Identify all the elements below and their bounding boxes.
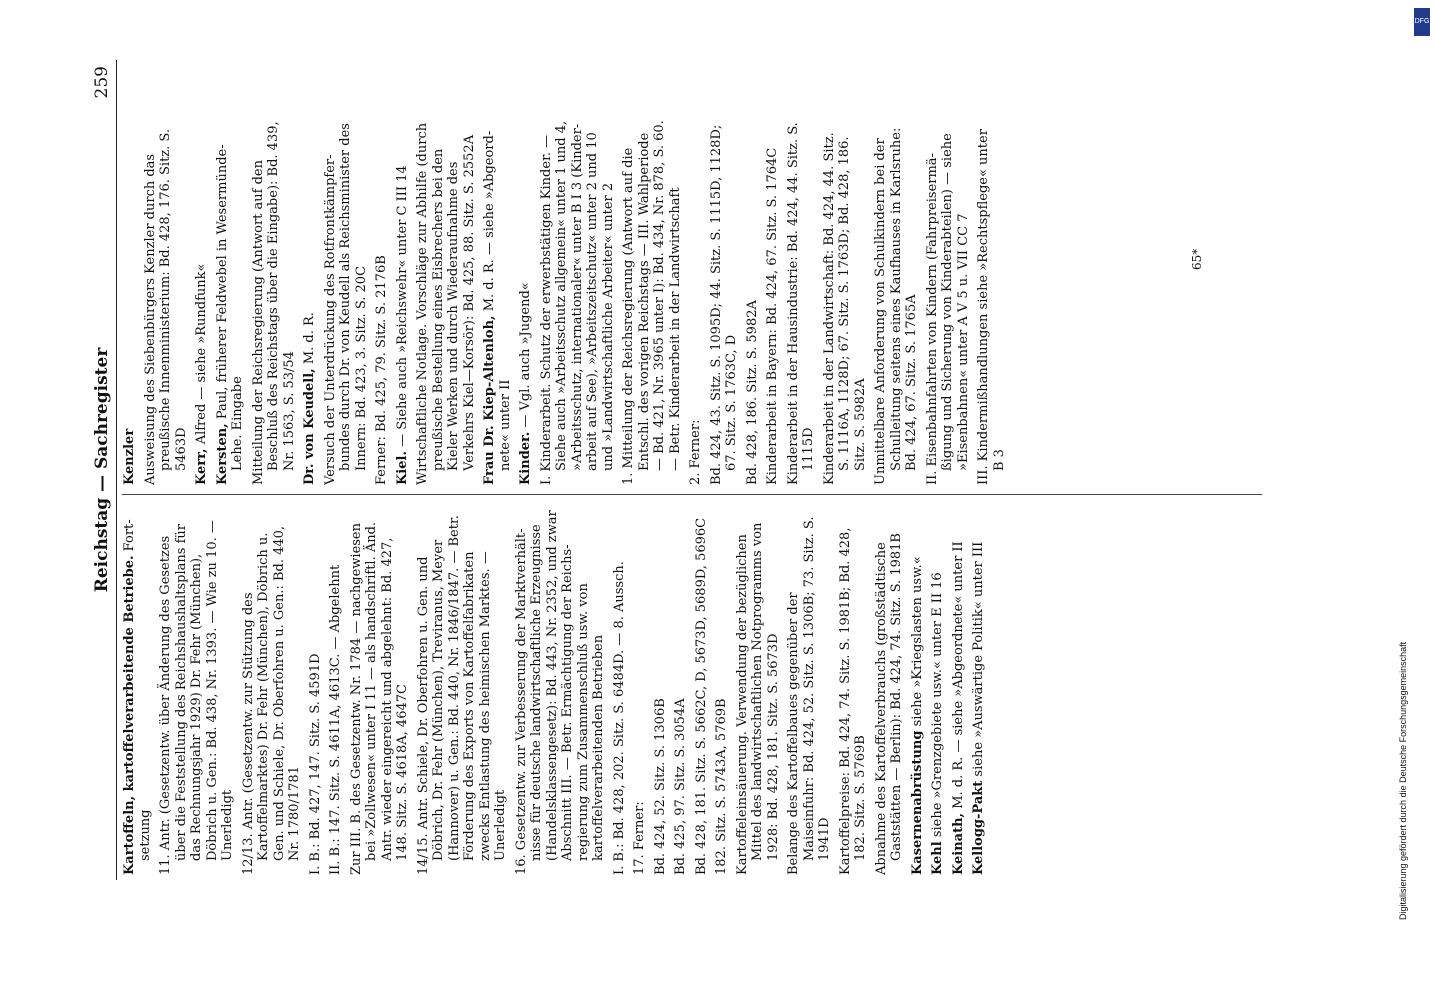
index-entry (514, 505, 607, 875)
dfg-logo: DFG (1414, 8, 1430, 36)
entry-text: 1. Mitteilung der Reichsregierung (Antwort auf die Entschl. des vorigen Reichstags — III. Wahlperiode — Bd. 421, Nr. 3965 unter I): Bd. 434, Nr. 878, S. 60. — Betr. Kinderarbeit in der Landwirtschaft (621, 120, 683, 485)
index-entry (709, 120, 740, 485)
header-rule (116, 60, 117, 880)
left-column (122, 505, 1262, 875)
index-entry (143, 120, 190, 485)
index-entry (838, 505, 869, 875)
entry-keyword: Kellogg-Pakt (971, 780, 986, 875)
index-entry (910, 505, 926, 875)
index-entry (873, 120, 920, 485)
index-entry (786, 120, 817, 485)
entry-keyword: Kersten, (214, 423, 230, 485)
entry-text: Versuch der Unterdrückung des Rotfrontkämpferbundes durch Dr. von Keudell als Reichsminister des Innern: Bd. 423, 3. Sitz. S. 20C (322, 123, 369, 485)
index-entry (302, 120, 318, 485)
entry-text: 11. Antr. (Gesetzentw. über Änderung des Gesetzes über die Feststellung des Reichshaushaltsplans für das Rechnungsjahr 1929) Dr. Fehr (München), Döbrich u. Gen.: Bd. 438, Nr. 1393. — Wie zu 10. — Unerledigt (158, 520, 235, 875)
entry-text: Kartoffelpreise: Bd. 424, 74. Sitz. S. 1981B; Bd. 428, 182. Sitz. S. 5769B (837, 527, 868, 875)
entry-text: 17. Ferner: (632, 801, 647, 875)
entry-text: Bd. 424, 43. Sitz. S. 1095D; 44. Sitz. S. 1115D, 1128D; 67. Sitz. S. 1763C, D (708, 124, 739, 485)
entry-text: siehe »Grenzgebiete usw.« unter E II 16 (930, 572, 945, 838)
index-entry (874, 505, 905, 875)
entry-keyword: Keinath, (950, 812, 966, 875)
index-entry (653, 505, 669, 875)
index-entry (395, 120, 411, 485)
entry-keyword: Kartoffeln, kartoffelverarbeitende Betriebe. (122, 555, 137, 875)
index-entry (735, 505, 782, 875)
index-entry (215, 120, 246, 485)
entry-text: — Vgl. auch »Jugend« (518, 282, 533, 428)
entry-text: Bd. 425, 97. Sitz. S. 3054A (673, 698, 688, 875)
page-header (92, 60, 114, 880)
entry-text: M. d. R. — siehe »Abgeordnete« unter II (950, 541, 966, 809)
index-entry (976, 120, 1007, 485)
index-entry (416, 505, 509, 875)
entry-keyword: Kenzler (122, 428, 137, 485)
index-entry (786, 505, 833, 875)
entry-text: Abnahme des Kartoffelverbrauchs (großstädtische Gaststätten — Berlin): Bd. 424, 74. Sitz. S. 1981B (873, 533, 904, 875)
index-entry (328, 505, 344, 875)
entry-keyword: Kinder. (518, 431, 533, 485)
index-entry (518, 120, 534, 485)
entry-text: I. B.: Bd. 428, 202. Sitz. S. 6484D. — 8. Aussch. (611, 561, 627, 875)
entry-text: Kinderarbeit in Bayern: Bd. 424, 67. Sitz. S. 1764C (765, 147, 780, 485)
entry-text: Bd. 428, 186. Sitz. S. 5982A (744, 300, 760, 485)
entry-text: 12/13. Antr. (Gesetzentw. zur Stützung des Kartoffelmarktes) Dr. Fehr (München), Döbrich u. Gen. und Schiele, Dr. Oberfohren u. Gen.: Bd. 440, Nr. 1780/1781 (240, 525, 302, 875)
entry-text: — Siehe auch »Reichswehr« unter C III 14 (394, 165, 410, 447)
entry-text: siehe »Kriegslasten usw.« (909, 556, 925, 727)
running-title: Reichstag — Sachregister (92, 347, 112, 593)
index-entry (930, 505, 946, 875)
index-entry (621, 120, 683, 485)
entry-keyword: Kiel. (394, 451, 410, 485)
entry-text: Bd. 424, 52. Sitz. S. 1306B (652, 698, 668, 875)
credit-text: Digitalisierung gefördert durch die Deutsche Forschungsgemeinschaft (1398, 641, 1408, 920)
index-entry (925, 120, 972, 485)
index-entry (632, 505, 648, 875)
sidebar-credit (1398, 500, 1424, 920)
entry-text: Paul, früherer Feldwebel in Wesermünde-Lehe. Eingabe (214, 144, 245, 471)
index-entry (822, 120, 869, 485)
index-entry (122, 505, 153, 875)
entry-text: Kinderarbeit in der Landwirtschaft: Bd. 424, 44. Sitz. S. 1116A, 1128D; 67. Sitz. S. 1763D; Bd. 428, 186. Sitz. S. 5982A (821, 132, 868, 485)
index-entry (241, 505, 303, 875)
entry-text: I. Kinderarbeit. Schutz der erwerbstätigen Kinder. — Siehe auch »Arbeitsschutz allgemein« unter 1 und 4, »Arbeitsschutz, internationaler« unter B I 3 (Kinderarbeit auf See), »Arbeitszeitschutz« unter 2 und 10 und »Landwirtschaftliche Arbeiter« unter 2 (538, 120, 616, 485)
entry-text: 182. Sitz. S. 5743A, 5769B (714, 698, 729, 875)
entry-text: Ausweisung des Siebenbürgers Kenzler durch das preußische Innenministerium: Bd. 428, 176. Sitz. S. 5463D (142, 129, 189, 485)
column-divider (122, 494, 1262, 495)
entry-text: I. B.: Bd. 427, 147. Sitz. S. 4591D (307, 653, 323, 875)
page-number: 259 (92, 66, 112, 99)
index-entry (482, 120, 513, 485)
entry-text: Belange des Kartoffelbaues gegenüber der Maiseinfuhr: Bd. 424, 52. Sitz. S. 1306B; 73. Sitz. S. 1941D (786, 516, 832, 875)
index-entry (308, 505, 324, 875)
entry-text: Zur III. B. des Gesetzentw. Nr. 1784 — nachgewiesen bei »Zollwesen« unter I 11 — als handschriftl. Änd. Antr. wieder eingereicht und abgelehnt: Bd. 427, 148. Sitz. S. 4618A, 4647C (348, 521, 410, 875)
signature-mark: 65* (1190, 248, 1204, 270)
entry-text: III. Kindermißhandlungen siehe »Rechtspflege« unter B 3 (976, 129, 1007, 485)
index-entry (251, 120, 298, 485)
entry-text: 14/15. Antr. Schiele, Dr. Oberfohren u. Gen. und Döbrich, Dr. Fehr (München), Treviranus, Meyer (Hannover) u. Gen.: Bd. 440, Nr. 1846/1847. — Betr. Förderung des Exports von Kartoffelfabrikaten zwecks Entlastung des heimischen Marktes. — Unerledigt (415, 515, 508, 875)
index-entry (673, 505, 689, 875)
right-column (122, 120, 1262, 485)
entry-text: Bd. 428, 181. Sitz. S. 5662C, D, 5673D, 5689D, 5696C (693, 517, 709, 875)
entry-text: siehe »Auswärtige Politik« unter III (971, 541, 986, 777)
index-entry (714, 505, 730, 875)
index-entry (765, 120, 781, 485)
entry-keyword: Kasernenabrüstung (909, 730, 925, 875)
index-entry (158, 505, 236, 875)
index-entry (374, 120, 390, 485)
index-entry (688, 120, 704, 485)
entry-text: Mitteilung der Reichsregierung (Antwort auf den Beschluß des Reichstags über die Eingabe): Bd. 439, Nr. 1563, S. 53/54 (250, 121, 297, 485)
entry-text: M. d. R. — siehe »Abgeordnete« unter II (482, 130, 513, 471)
entry-keyword: Frau Dr. Kiep-Altenloh, (482, 315, 497, 485)
entry-text: II. B.: 147. Sitz. S. 4611A, 4613C. — Abgelehnt (328, 564, 343, 875)
index-entry (971, 505, 987, 875)
index-entry (539, 120, 617, 485)
entry-keyword: Kerr, (194, 448, 209, 485)
index-entry (349, 505, 411, 875)
index-entry (694, 505, 710, 875)
index-entry (612, 505, 628, 875)
entry-text: Kartoffeleinsäuerung. Verwendung der bezüglichen Mittel des landwirtschaftlichen Notprogramms von 1928: Bd. 428, 181. Sitz. S. 5673D (734, 522, 781, 875)
entry-text: 16. Gesetzentw. zur Verbesserung der Marktverhältnisse für deutsche landwirtschaftliche Erzeugnisse (Handelsklassengesetz): Bd. 443, Nr. 2352, und zwar Abschnitt III. — Betr. Ermächtigung der Reichsregierung zum Zusammenschluß usw. von kartoffelverarbeitenden Betrieben (513, 510, 606, 875)
entry-text: Unmittelbare Anforderung von Schulkindern bei der Schulleitung seitens eines Kaufhauses in Karlsruhe: Bd. 424, 67. Sitz. S. 1765A (873, 127, 919, 485)
entry-text: 2. Ferner: (688, 419, 703, 485)
entry-keyword: Dr. von Keudell, (302, 368, 317, 485)
index-entry (194, 120, 210, 485)
entry-text: Ferner: Bd. 425, 79. Sitz. S. 2176B (374, 255, 389, 485)
entry-keyword: Kehl (930, 841, 945, 875)
index-entry (745, 120, 761, 485)
index-entry (415, 120, 477, 485)
entry-text: Kinderarbeit in der Hausindustrie: Bd. 424, 44. Sitz. S. 1115D (785, 122, 816, 485)
index-entry (951, 505, 967, 875)
entry-text: II. Eisenbahnfahrten von Kindern (Fahrpreisermäßigung und Sicherung von Kinderabteilen) — siehe »Eisenbahnen« unter A V 5 u. VII CC 7 (924, 133, 971, 485)
index-entry (122, 120, 138, 485)
index-entry (323, 120, 370, 485)
entry-text: Alfred — siehe »Rundfunk« (194, 263, 209, 445)
entry-text: M. d. R. (302, 312, 317, 365)
entry-text: Wirtschaftliche Notlage. Vorschläge zur Abhilfe (durch preußische Bestellung eines Eisbrechers bei den Kieler Werken und durch Wiederaufnahme des Verkehrs Kiel—Korsör): Bd. 425, 88. Sitz. S. 2552A (415, 122, 477, 485)
entry-text: Fortsetzung (122, 519, 153, 861)
